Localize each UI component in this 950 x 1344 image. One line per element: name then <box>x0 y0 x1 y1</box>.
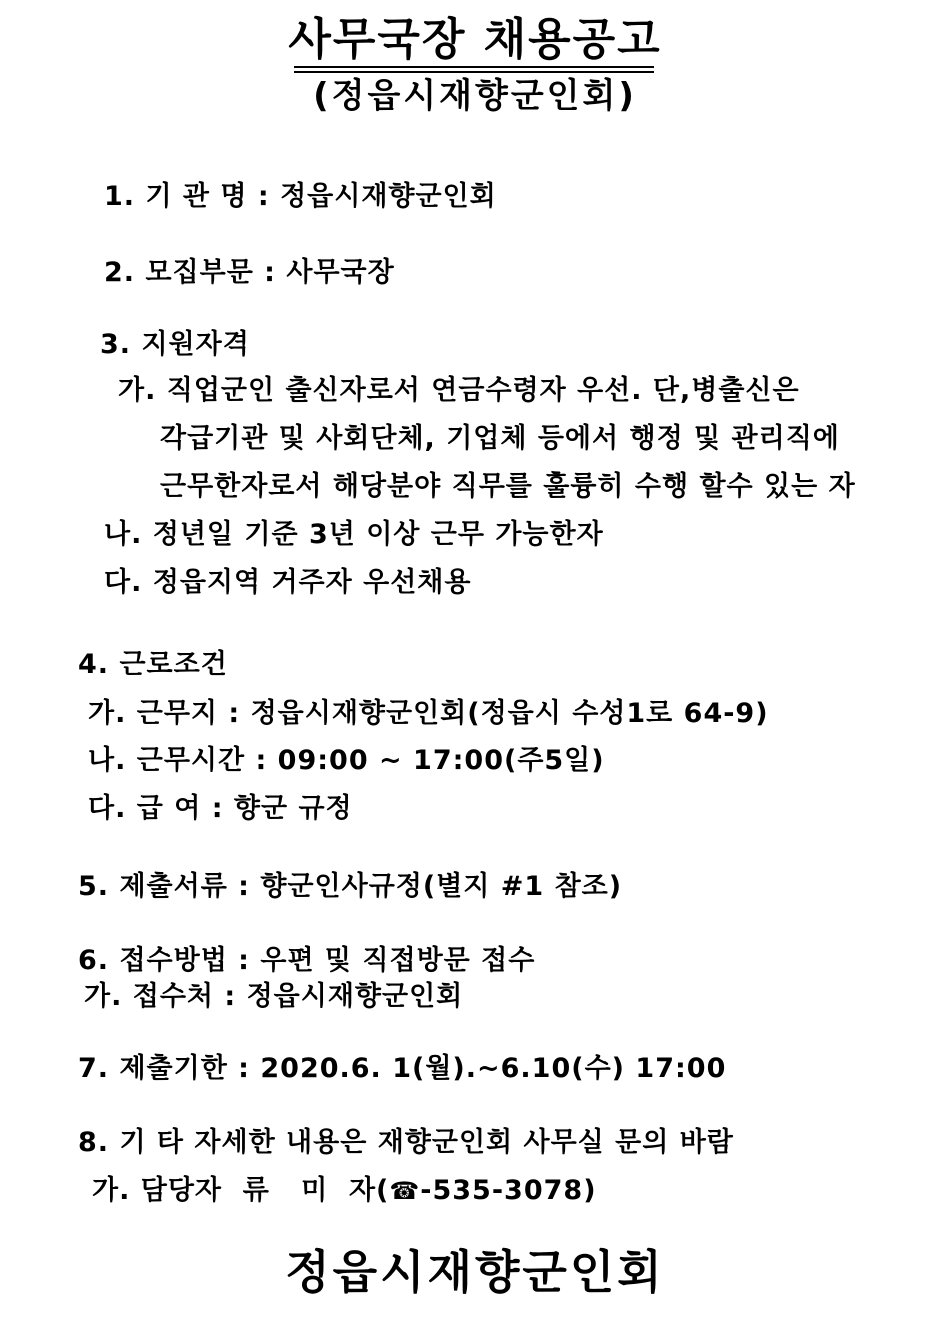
page-title: 사무국장 채용공고 <box>288 14 662 65</box>
title-underline-top <box>294 66 654 68</box>
section-4-item-a: 가. 근무지 : 정읍시재향군인회(정읍시 수성1로 64-9) <box>88 698 769 729</box>
title-underline-bottom <box>294 71 654 73</box>
section-8-item-a <box>92 1174 597 1208</box>
section-3-heading: 3. 지원자격 <box>100 329 250 360</box>
section-4-item-b: 나. 근무시간 : 09:00 ~ 17:00(주5일) <box>88 745 605 776</box>
section-3-item-a-line3: 근무한자로서 해당분야 직무를 훌륭히 수행 할수 있는 자 <box>160 471 856 502</box>
section-6-heading: 6. 접수방법 : 우편 및 직접방문 접수 <box>78 945 536 976</box>
section-3-item-a-line2: 각급기관 및 사회단체, 기업체 등에서 행정 및 관리직에 <box>160 423 840 454</box>
section-2-position: 2. 모집부문 : 사무국장 <box>104 257 395 288</box>
section-1-agency: 1. 기 관 명 : 정읍시재향군인회 <box>104 181 497 212</box>
section-8-heading: 8. 기 타 자세한 내용은 재향군인회 사무실 문의 바람 <box>78 1127 734 1158</box>
phone-icon: ☎ <box>389 1177 421 1205</box>
section-3-item-c: 다. 정읍지역 거주자 우선채용 <box>104 567 472 598</box>
section-4-item-c: 다. 급 여 : 향군 규정 <box>88 793 353 824</box>
section-6-item-a: 가. 접수처 : 정읍시재향군인회 <box>84 981 464 1012</box>
section-5-documents: 5. 제출서류 : 향군인사규정(별지 #1 참조) <box>78 871 623 902</box>
page-subtitle: (정읍시재향군인회) <box>313 76 637 116</box>
contact-person-label: 가. 담당자 류 미 자( <box>92 1175 390 1206</box>
section-3-item-a-line1: 가. 직업군인 출신자로서 연금수령자 우선. 단,병출신은 <box>118 375 800 406</box>
section-3-item-b: 나. 정년일 기준 3년 이상 근무 가능한자 <box>104 519 604 550</box>
contact-phone-number: -535-3078) <box>420 1175 597 1206</box>
issuing-organization: 정읍시재향군인회 <box>285 1245 665 1299</box>
section-4-heading: 4. 근로조건 <box>78 649 228 680</box>
section-7-deadline: 7. 제출기한 : 2020.6. 1(월).~6.10(수) 17:00 <box>78 1053 727 1084</box>
